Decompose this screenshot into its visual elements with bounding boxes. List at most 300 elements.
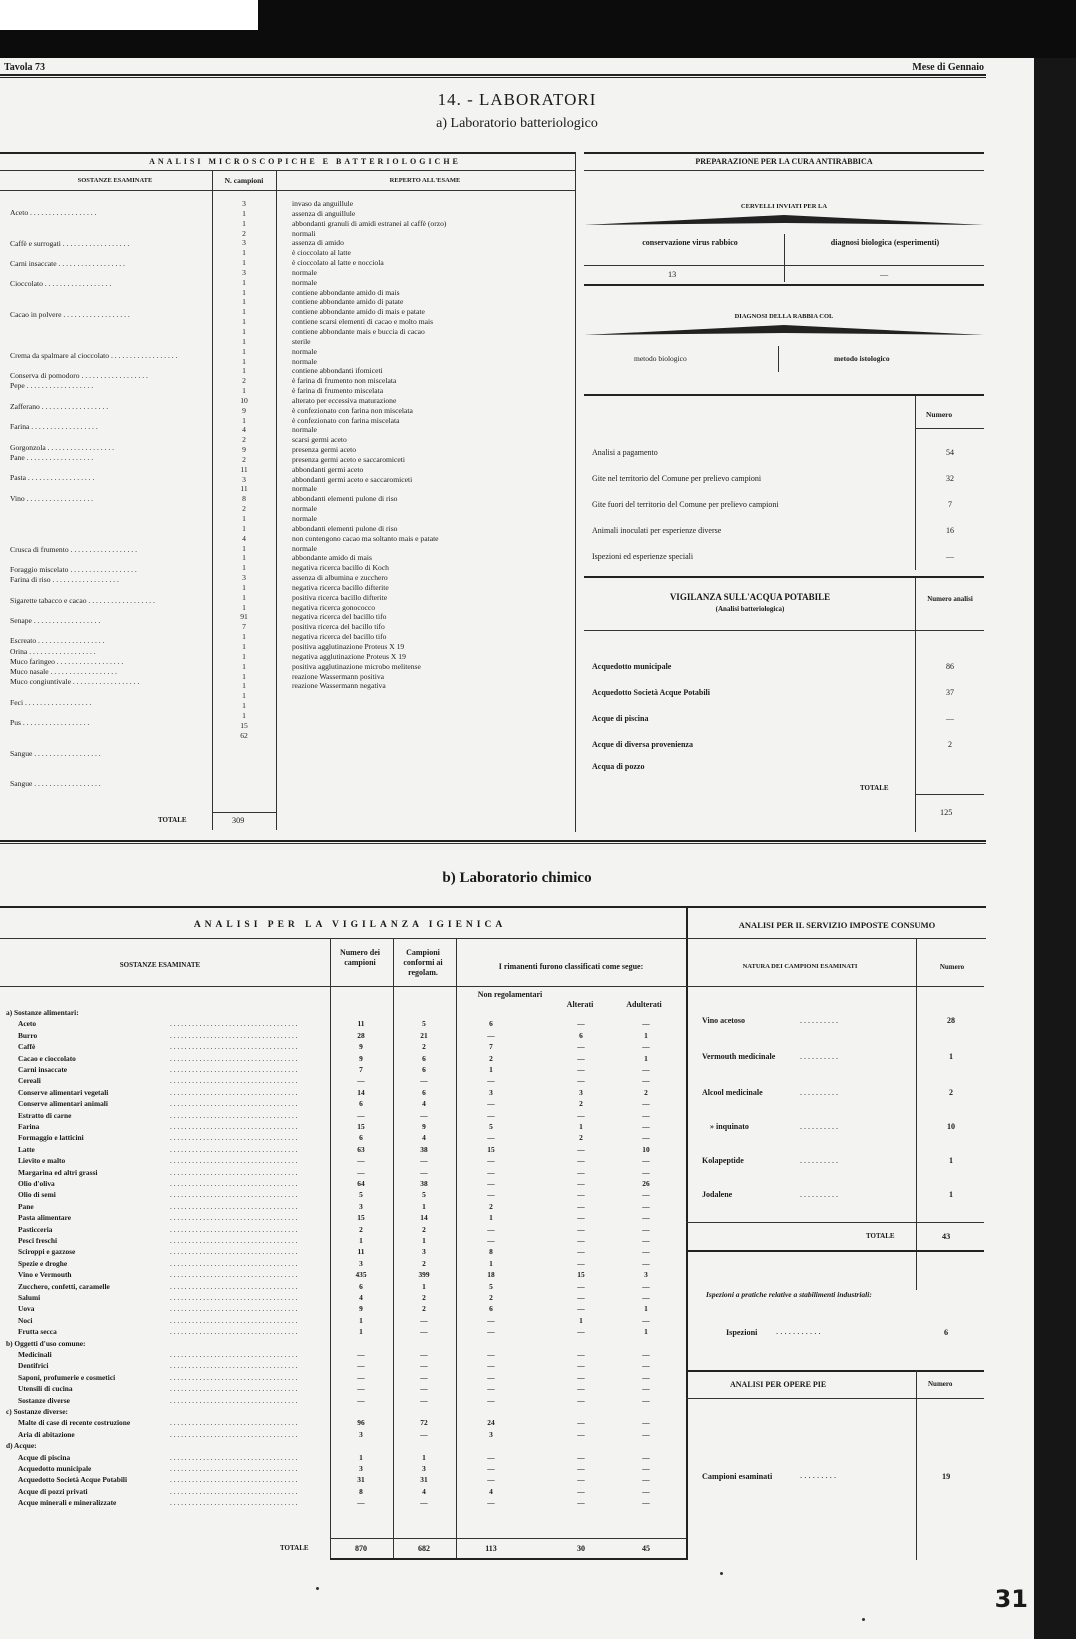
micro-result: negativa ricerca bacillo difterite bbox=[292, 582, 389, 592]
chem-cell: 9 bbox=[359, 1304, 363, 1314]
chem-cell: — bbox=[577, 1475, 585, 1485]
water-row-value: 2 bbox=[948, 740, 952, 749]
water-col: Numero analisi bbox=[927, 595, 973, 603]
chem-cell: — bbox=[642, 1190, 650, 1200]
chem-cell: — bbox=[487, 1030, 495, 1040]
imposte-row-dots: . . . . . . . . . . bbox=[800, 1190, 838, 1199]
chem-cell: 5 bbox=[422, 1190, 426, 1200]
micro-count: 1 bbox=[242, 287, 246, 297]
scan-speck bbox=[316, 1587, 319, 1590]
chem-cell: — bbox=[420, 1156, 428, 1166]
rule bbox=[686, 986, 984, 987]
chem-cell: 4 bbox=[422, 1133, 426, 1143]
water-row-label: Acquedotto municipale bbox=[592, 662, 672, 671]
micro-count: 11 bbox=[240, 484, 248, 494]
chem-cell: 6 bbox=[489, 1019, 493, 1029]
chem-row-dots: . . . . . . . . . . . . . . . . . . . . . . . . . . . . . . . . . . . bbox=[170, 1236, 298, 1245]
rabies-row-value: 54 bbox=[946, 448, 954, 457]
chem-cell: — bbox=[577, 1486, 585, 1496]
micro-substance: Feci . . . . . . . . . . . . . . . . . . bbox=[10, 697, 92, 707]
micro-substance: Crusca di frumento . . . . . . . . . . . . . . . . . . bbox=[10, 544, 137, 554]
micro-result: normale bbox=[292, 425, 317, 435]
chem-cell: 3 bbox=[489, 1087, 493, 1097]
subtitle-chimico: b) Laboratorio chimico bbox=[442, 870, 592, 886]
chem-cell: 1 bbox=[359, 1236, 363, 1245]
chem-cell: — bbox=[357, 1156, 365, 1166]
chem-row-dots: . . . . . . . . . . . . . . . . . . . . . . . . . . . . . . . . . . . bbox=[170, 1053, 298, 1063]
imposte-row-dots: . . . . . . . . . . bbox=[800, 1052, 838, 1061]
micro-count: 1 bbox=[242, 563, 246, 573]
micro-result: contiene abbondante mais e buccia di cacao bbox=[292, 326, 425, 336]
micro-count: 1 bbox=[242, 701, 246, 711]
chem-cell: — bbox=[577, 1452, 585, 1462]
chem-cell: — bbox=[487, 1167, 495, 1177]
rule bbox=[584, 284, 984, 286]
chem-cell: 8 bbox=[359, 1486, 363, 1496]
chem-cell: — bbox=[487, 1099, 495, 1109]
chem-col-rem: I rimanenti furono classificati come segue: bbox=[498, 962, 644, 971]
chem-row-label: b) Oggetti d'uso comune: bbox=[6, 1338, 86, 1348]
chem-row-dots: . . . . . . . . . . . . . . . . . . . . . . . . . . . . . . . . . . . bbox=[170, 1452, 298, 1462]
micro-substance: Vino . . . . . . . . . . . . . . . . . . bbox=[10, 493, 94, 503]
chem-cell: — bbox=[577, 1327, 585, 1337]
scan-margin-white bbox=[0, 0, 258, 30]
subtitle-batteriologico: a) Laboratorio batteriologico bbox=[436, 116, 598, 131]
water-row-value: 86 bbox=[946, 662, 954, 671]
chem-cell: 1 bbox=[422, 1452, 426, 1462]
micro-substance: Escreato . . . . . . . . . . . . . . . . . . bbox=[10, 636, 105, 646]
micro-count: 3 bbox=[242, 238, 246, 248]
header-rule bbox=[0, 74, 986, 76]
chem-col-nonreg: Non regolamentari bbox=[477, 990, 543, 999]
micro-result: contiene abbondante amido di patate bbox=[292, 297, 404, 307]
micro-count: 3 bbox=[242, 199, 246, 208]
chem-cell: — bbox=[420, 1384, 428, 1394]
chem-cell: — bbox=[577, 1384, 585, 1394]
chem-cell: — bbox=[577, 1418, 585, 1428]
rabies-col2: diagnosi biologica (esperimenti) bbox=[830, 238, 940, 247]
chem-cell: 6 bbox=[359, 1133, 363, 1143]
micro-count: 2 bbox=[242, 504, 246, 514]
rule bbox=[456, 938, 457, 1560]
micro-count: 1 bbox=[242, 632, 246, 642]
imposte-col-nature: NATURA DEI CAMPIONI ESAMINATI bbox=[742, 963, 858, 970]
chem-cell: — bbox=[420, 1395, 428, 1405]
chem-cell: 14 bbox=[357, 1087, 365, 1097]
chem-cell: — bbox=[577, 1019, 585, 1029]
chem-cell: — bbox=[357, 1167, 365, 1177]
chem-row-label: Pasta alimentare bbox=[18, 1213, 72, 1223]
chem-cell: 4 bbox=[489, 1486, 493, 1496]
chem-cell: — bbox=[642, 1395, 650, 1405]
micro-result: positiva agglutinazione Proteus X 19 bbox=[292, 641, 405, 651]
micro-result: negativa ricerca del bacillo tifo bbox=[292, 612, 387, 622]
micro-substance: Farina di riso . . . . . . . . . . . . . . . . . . bbox=[10, 575, 119, 585]
micro-result: assenza di amido bbox=[292, 238, 344, 248]
chem-row-dots: . . . . . . . . . . . . . . . . . . . . . . . . . . . . . . . . . . . bbox=[170, 1281, 298, 1291]
micro-result: contiene abbondante amido di mais bbox=[292, 287, 400, 297]
table-number: Tavola 73 bbox=[4, 62, 46, 73]
chem-cell: 24 bbox=[487, 1418, 495, 1428]
micro-substance: Muco faringeo . . . . . . . . . . . . . . . . . . bbox=[10, 656, 124, 666]
micro-substance: Zafferano . . . . . . . . . . . . . . . . . . bbox=[10, 401, 109, 411]
chem-row-dots: . . . . . . . . . . . . . . . . . . . . . . . . . . . . . . . . . . . bbox=[170, 1156, 298, 1166]
rule bbox=[584, 394, 984, 396]
micro-substance: Pane . . . . . . . . . . . . . . . . . . bbox=[10, 452, 94, 462]
micro-result: reazione Wassermann negativa bbox=[292, 681, 386, 691]
chem-cell: — bbox=[487, 1156, 495, 1166]
chem-row-label: Dentifrici bbox=[18, 1361, 49, 1371]
chem-row-label: Aceto bbox=[18, 1019, 37, 1029]
micro-count: 8 bbox=[242, 494, 246, 504]
micro-result: non contengono cacao ma soltanto mais e patate bbox=[292, 533, 439, 543]
chem-cell: — bbox=[577, 1293, 585, 1302]
micro-result: è cioccolato al latte bbox=[292, 248, 351, 258]
chem-cell: — bbox=[642, 1236, 650, 1245]
chem-cell: — bbox=[577, 1247, 585, 1257]
rabies-dcol1: metodo biologico bbox=[634, 354, 687, 363]
chem-cell: — bbox=[642, 1213, 650, 1223]
micro-result: normale bbox=[292, 346, 317, 356]
chem-cell: — bbox=[642, 1464, 650, 1473]
micro-count: 1 bbox=[242, 336, 246, 346]
chem-row-dots: . . . . . . . . . . . . . . . . . . . . . . . . . . . . . . . . . . . bbox=[170, 1270, 298, 1280]
micro-result: normale bbox=[292, 543, 317, 553]
chem-total-cell: 870 bbox=[355, 1544, 367, 1553]
chem-cell: 31 bbox=[357, 1475, 365, 1485]
rabies-val1: 13 bbox=[668, 270, 677, 279]
micro-substance: Crema da spalmare al cioccolato . . . . . . . . . . . . . . . . . . bbox=[10, 350, 178, 360]
chem-cell: 3 bbox=[359, 1201, 363, 1211]
chem-cell: — bbox=[357, 1395, 365, 1405]
rule bbox=[0, 986, 686, 987]
chem-row-dots: . . . . . . . . . . . . . . . . . . . . . . . . . . . . . . . . . . . bbox=[170, 1224, 298, 1234]
chem-row-label: Farina bbox=[18, 1122, 40, 1131]
chem-row-dots: . . . . . . . . . . . . . . . . . . . . . . . . . . . . . . . . . . . bbox=[170, 1030, 298, 1040]
chem-cell: — bbox=[357, 1372, 365, 1382]
chem-row-label: Vino e Vermouth bbox=[18, 1270, 72, 1280]
chem-row-label: Acque di piscina bbox=[18, 1452, 71, 1462]
micro-substance: Aceto . . . . . . . . . . . . . . . . . . bbox=[10, 208, 97, 217]
chem-cell: — bbox=[487, 1384, 495, 1394]
chem-row-dots: . . . . . . . . . . . . . . . . . . . . . . . . . . . . . . . . . . . bbox=[170, 1247, 298, 1257]
micro-result: negativa agglutinazione Proteus X 19 bbox=[292, 651, 406, 661]
chem-cell: 2 bbox=[422, 1304, 426, 1314]
chem-cell: 2 bbox=[579, 1133, 583, 1143]
chem-cell: 3 bbox=[644, 1270, 648, 1280]
chem-cell: 1 bbox=[359, 1315, 363, 1325]
chem-cell: 31 bbox=[420, 1475, 428, 1485]
chem-cell: 4 bbox=[422, 1486, 426, 1496]
chem-cell: — bbox=[357, 1110, 365, 1120]
chem-cell: 1 bbox=[422, 1281, 426, 1291]
chem-cell: — bbox=[577, 1236, 585, 1245]
chem-row-dots: . . . . . . . . . . . . . . . . . . . . . . . . . . . . . . . . . . . bbox=[170, 1464, 298, 1473]
chem-cell: — bbox=[487, 1224, 495, 1234]
rule bbox=[915, 794, 984, 795]
chem-row-label: Cereali bbox=[18, 1076, 41, 1086]
chem-cell: — bbox=[577, 1042, 585, 1052]
micro-count: 2 bbox=[242, 454, 246, 464]
micro-count: 1 bbox=[242, 514, 246, 523]
chem-row-label: Olio di semi bbox=[18, 1190, 56, 1200]
chem-row-dots: . . . . . . . . . . . . . . . . . . . . . . . . . . . . . . . . . . . bbox=[170, 1076, 298, 1086]
chem-row-label: Formaggio e latticini bbox=[18, 1133, 84, 1143]
chem-row-label: Utensili di cucina bbox=[18, 1384, 73, 1394]
micro-result: contiene abbondante amido di mais e patate bbox=[292, 307, 425, 317]
water-row-label: Acque di diversa provenienza bbox=[592, 740, 693, 749]
imposte-row-dots: . . . . . . . . . . bbox=[800, 1156, 838, 1165]
micro-substance: Pus . . . . . . . . . . . . . . . . . . bbox=[10, 718, 90, 727]
micro-result: normali bbox=[292, 228, 316, 238]
chem-row-label: Caffè bbox=[18, 1042, 36, 1052]
chem-row-dots: . . . . . . . . . . . . . . . . . . . . . . . . . . . . . . . . . . . bbox=[170, 1304, 298, 1314]
scan-border-left bbox=[0, 30, 258, 58]
chem-row-dots: . . . . . . . . . . . . . . . . . . . . . . . . . . . . . . . . . . . bbox=[170, 1087, 298, 1097]
micro-substance: Farina . . . . . . . . . . . . . . . . . . bbox=[10, 422, 98, 432]
chem-row-label: Acquedotto municipale bbox=[18, 1464, 92, 1473]
rule bbox=[0, 938, 986, 939]
imposte-row-label: Vino acetoso bbox=[702, 1016, 746, 1025]
chem-cell: — bbox=[420, 1498, 428, 1508]
rule bbox=[0, 152, 575, 154]
micro-count: 1 bbox=[242, 346, 246, 356]
opere-dots: . . . . . . . . . bbox=[800, 1470, 837, 1480]
chem-cell: 72 bbox=[420, 1418, 428, 1428]
imposte-row-label: Vermouth medicinale bbox=[702, 1052, 776, 1061]
water-total-label: TOTALE bbox=[860, 784, 889, 792]
chem-cell: — bbox=[642, 1350, 650, 1359]
micro-substance: Senape . . . . . . . . . . . . . . . . . . bbox=[10, 616, 101, 625]
water-row-value: 37 bbox=[946, 688, 954, 697]
section-title: 14. - LABORATORI bbox=[437, 90, 597, 109]
chem-cell: — bbox=[357, 1361, 365, 1371]
micro-count: 11 bbox=[240, 464, 248, 474]
header-rule-thin bbox=[0, 77, 986, 78]
chem-cell: 5 bbox=[489, 1281, 493, 1291]
chem-title: ANALISI PER LA VIGILANZA IGIENICA bbox=[193, 920, 507, 930]
chem-cell: 63 bbox=[357, 1144, 365, 1154]
chem-total-cell: 30 bbox=[577, 1544, 585, 1553]
chem-cell: — bbox=[420, 1167, 428, 1177]
micro-count: 1 bbox=[242, 661, 246, 671]
chem-cell: 14 bbox=[420, 1213, 428, 1223]
micro-result: è cioccolato al latte e nocciola bbox=[292, 258, 384, 268]
chem-cell: — bbox=[487, 1315, 495, 1325]
micro-result: abbondanti germi aceto e saccaromiceti bbox=[292, 474, 413, 484]
chem-col-adult: Adulterati bbox=[626, 1000, 662, 1009]
chem-row-dots: . . . . . . . . . . . . . . . . . . . . . . . . . . . . . . . . . . . bbox=[170, 1395, 298, 1405]
chem-row-dots: . . . . . . . . . . . . . . . . . . . . . . . . . . . . . . . . . . . bbox=[170, 1144, 298, 1154]
micro-result: abbondante amido di mais bbox=[292, 553, 372, 563]
chem-cell: — bbox=[642, 1076, 650, 1086]
water-title: VIGILANZA SULL'ACQUA POTABILE bbox=[669, 592, 831, 602]
chem-cell: 2 bbox=[422, 1258, 426, 1268]
chem-cell: 21 bbox=[420, 1030, 428, 1040]
chem-row-label: Cacao e cioccolato bbox=[18, 1053, 76, 1063]
micro-substance: Cacao in polvere . . . . . . . . . . . . . . . . . . bbox=[10, 310, 130, 319]
chem-cell: — bbox=[642, 1372, 650, 1382]
chem-cell: 11 bbox=[357, 1247, 365, 1257]
micro-count: 1 bbox=[242, 602, 246, 612]
chem-row-label: Pane bbox=[18, 1201, 34, 1211]
chem-cell: — bbox=[357, 1384, 365, 1394]
chem-row-dots: . . . . . . . . . . . . . . . . . . . . . . . . . . . . . . . . . . . bbox=[170, 1384, 298, 1394]
micro-count: 1 bbox=[242, 641, 246, 651]
chem-row-label: Saponi, profumerie e cosmetici bbox=[18, 1372, 116, 1382]
col-sostanze: SOSTANZE ESAMINATE bbox=[77, 177, 153, 184]
chem-row-label: Medicinali bbox=[18, 1350, 52, 1359]
rule bbox=[686, 1398, 984, 1399]
micro-count: 1 bbox=[242, 218, 246, 228]
imposte-ispez-value: 6 bbox=[944, 1328, 949, 1337]
micro-substance: Sangue . . . . . . . . . . . . . . . . . . bbox=[10, 779, 101, 789]
micro-result: normale bbox=[292, 514, 317, 523]
numero-header: Numero bbox=[926, 410, 953, 419]
micro-result: normale bbox=[292, 484, 317, 494]
chem-cell: — bbox=[577, 1281, 585, 1291]
micro-substance: Muco nasale . . . . . . . . . . . . . . . . . . bbox=[10, 667, 117, 676]
rule bbox=[584, 170, 984, 171]
water-row-label: Acquedotto Società Acque Potabili bbox=[592, 688, 710, 697]
micro-result: normale bbox=[292, 504, 317, 514]
micro-result: reazione Wassermann positiva bbox=[292, 671, 385, 681]
micro-count: 1 bbox=[242, 366, 246, 376]
micro-count: 1 bbox=[242, 258, 246, 268]
chem-cell: 1 bbox=[579, 1315, 583, 1325]
chem-row-label: Frutta secca bbox=[18, 1327, 57, 1337]
chem-cell: — bbox=[577, 1224, 585, 1234]
chem-row-label: Burro bbox=[18, 1030, 38, 1040]
imposte-row-value: 1 bbox=[949, 1156, 953, 1165]
chem-cell: — bbox=[577, 1201, 585, 1211]
imposte-row-value: 10 bbox=[947, 1122, 955, 1131]
chem-cell: — bbox=[577, 1179, 585, 1188]
imposte-ispez-label: Ispezioni a pratiche relative a stabilimenti industriali: bbox=[706, 1290, 872, 1299]
chem-cell: — bbox=[642, 1498, 650, 1508]
chem-row-label: Carni insaccate bbox=[18, 1065, 68, 1074]
chem-cell: 28 bbox=[357, 1030, 365, 1040]
chem-cell: 64 bbox=[357, 1179, 365, 1188]
rule bbox=[0, 190, 575, 191]
imposte-ispez-dots: . . . . . . . . . . . bbox=[776, 1326, 821, 1336]
micro-count: 4 bbox=[242, 533, 246, 543]
chem-cell: — bbox=[642, 1099, 650, 1109]
rule bbox=[916, 938, 917, 1290]
micro-count: 2 bbox=[242, 228, 246, 238]
chem-cell: 6 bbox=[422, 1053, 426, 1063]
chem-cell: — bbox=[642, 1475, 650, 1485]
chem-cell: — bbox=[642, 1452, 650, 1462]
micro-count: 1 bbox=[242, 297, 246, 307]
chem-cell: — bbox=[642, 1361, 650, 1371]
chem-cell: — bbox=[577, 1258, 585, 1268]
micro-count: 2 bbox=[242, 376, 246, 386]
rabies-row-value: 32 bbox=[946, 474, 954, 483]
chem-row-dots: . . . . . . . . . . . . . . . . . . . . . . . . . . . . . . . . . . . bbox=[170, 1486, 298, 1496]
chem-cell: — bbox=[642, 1429, 650, 1439]
chem-cell: 6 bbox=[422, 1065, 426, 1074]
micro-result: positiva ricerca bacillo difterite bbox=[292, 592, 388, 602]
chem-row-dots: . . . . . . . . . . . . . . . . . . . . . . . . . . . . . . . . . . . bbox=[170, 1361, 298, 1371]
chem-cell: — bbox=[420, 1429, 428, 1439]
chem-cell: — bbox=[487, 1076, 495, 1086]
micro-count: 3 bbox=[242, 573, 246, 583]
imposte-row-value: 2 bbox=[949, 1088, 953, 1097]
rule bbox=[686, 1250, 984, 1252]
chem-cell: — bbox=[642, 1110, 650, 1120]
micro-result-list bbox=[292, 199, 572, 691]
chem-cell: 1 bbox=[644, 1053, 648, 1063]
chem-row-label: Malte di case di recente costruzione bbox=[18, 1418, 131, 1428]
chem-row-label: a) Sostanze alimentari: bbox=[6, 1008, 79, 1017]
rabies-val2: — bbox=[880, 270, 889, 279]
chem-row-label: Acque di pozzi privati bbox=[18, 1486, 88, 1496]
rule bbox=[778, 346, 779, 372]
chem-cell: — bbox=[420, 1327, 428, 1337]
imposte-row-dots: . . . . . . . . . . bbox=[800, 1122, 838, 1131]
rule bbox=[915, 396, 916, 570]
chem-cell: 5 bbox=[359, 1190, 363, 1200]
rabies-diagnosi: DIAGNOSI DELLA RABBIA COL bbox=[734, 313, 834, 320]
chem-cell: — bbox=[420, 1350, 428, 1359]
rule bbox=[584, 576, 984, 578]
rabies-dcol2: metodo istologico bbox=[834, 354, 890, 363]
micro-count: 15 bbox=[240, 720, 248, 730]
chem-cell: — bbox=[487, 1498, 495, 1508]
water-subtitle: (Analisi batteriologica) bbox=[715, 605, 785, 613]
rule bbox=[584, 630, 984, 631]
rule bbox=[584, 265, 984, 266]
chem-row-label: Noci bbox=[18, 1315, 33, 1325]
micro-result: presenza germi aceto bbox=[292, 445, 357, 455]
chem-row-dots: . . . . . . . . . . . . . . . . . . . . . . . . . . . . . . . . . . . bbox=[170, 1190, 298, 1200]
chem-cell: — bbox=[357, 1350, 365, 1359]
micro-result: negativa ricerca gonococco bbox=[292, 602, 376, 612]
chem-cell: — bbox=[642, 1247, 650, 1257]
chem-cell: 6 bbox=[579, 1030, 583, 1040]
chem-cell: — bbox=[577, 1076, 585, 1086]
chem-cell: — bbox=[642, 1156, 650, 1166]
chem-row-label: Olio d'oliva bbox=[18, 1179, 55, 1188]
chem-cell: — bbox=[642, 1122, 650, 1131]
chem-row-label: Zucchero, confetti, caramelle bbox=[18, 1281, 110, 1291]
chem-cell: 38 bbox=[420, 1179, 428, 1188]
micro-count: 1 bbox=[242, 710, 246, 720]
micro-substance: Conserva di pomodoro . . . . . . . . . . . . . . . . . . bbox=[10, 371, 148, 381]
micro-result: è confezionato con farina miscelata bbox=[292, 415, 400, 425]
imposte-row-value: 1 bbox=[949, 1052, 953, 1061]
chem-cell: — bbox=[642, 1224, 650, 1234]
rabies-divider-2 bbox=[584, 324, 984, 336]
chem-cell: — bbox=[642, 1258, 650, 1268]
chem-cell: — bbox=[487, 1350, 495, 1359]
chem-cell: — bbox=[642, 1042, 650, 1052]
rule bbox=[276, 170, 277, 830]
chem-cell: — bbox=[577, 1167, 585, 1177]
chem-cell: 38 bbox=[420, 1144, 428, 1154]
chem-cell: 3 bbox=[422, 1247, 426, 1257]
rule bbox=[784, 234, 785, 282]
rabies-row-label: Gite nel territorio del Comune per prelievo campioni bbox=[592, 474, 762, 483]
micro-count: 7 bbox=[242, 622, 246, 632]
chem-cell: — bbox=[420, 1315, 428, 1325]
micro-result: alterato per eccessiva maturazione bbox=[292, 395, 397, 405]
chem-col-alt: Alterati bbox=[566, 1000, 594, 1009]
chem-row-dots: . . . . . . . . . . . . . . . . . . . . . . . . . . . . . . . . . . . bbox=[170, 1315, 298, 1325]
micro-substance: Carni insaccate . . . . . . . . . . . . . . . . . . bbox=[10, 259, 125, 268]
rule bbox=[212, 170, 213, 830]
